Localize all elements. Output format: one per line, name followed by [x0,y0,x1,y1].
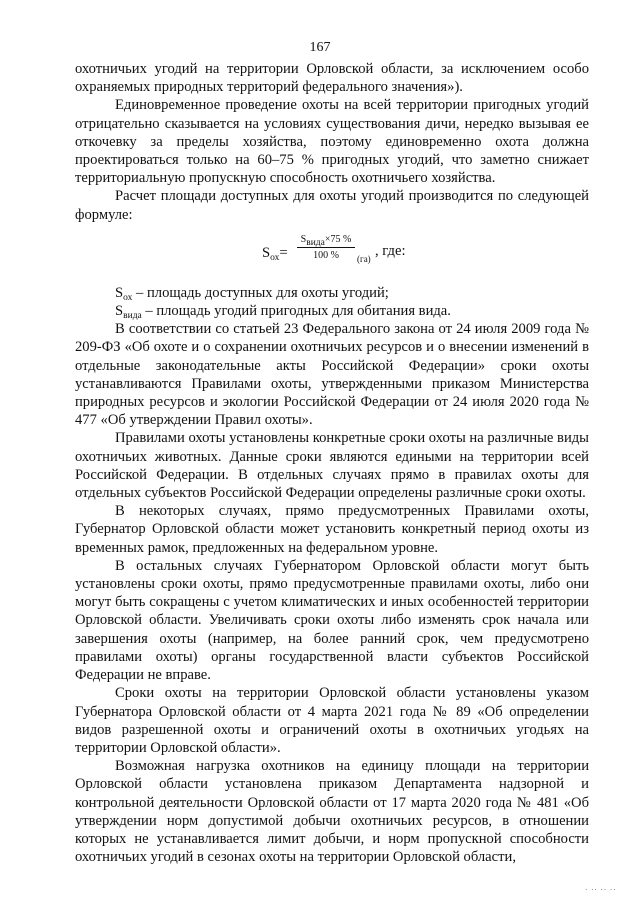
paragraph-calculation-intro: Расчет площади доступных для охоты угодий производится по следующей формуле: [75,188,589,223]
definition-s-ox: $S_{ох}$ – площадь доступных для охоты угодий; [115,284,389,303]
paragraph-continuation: охотничьих угодий на территории Орловской области, за исключением особо охраняемых природных территорий федерального значения»). [75,61,589,96]
definition-s-vida: $S_{вида}$ – площадь угодий пригодных для обитания вида. [115,303,451,322]
paragraph-other-cases: В остальных случаях Губернатором Орловской области могут быть установлены сроки охоты, прямо предусмотренные правилами охоты, либо они могут быть сокращены с учетом климатических и иных особенностей территории Орловской области. Увеличивать сроки охоты либо изменять срок начала или завершения охоты (например, на более ранний срок, чем предусмотрено правилами охоты) органы государственной власти субъектов Российской Федерации не вправе. [75,557,589,684]
paragraph-simultaneous-hunting: Единовременное проведение охоты на всей территории пригодных угодий отрицательно сказывается на условиях существования дичи, нередко вызывая ее откочевку за пределы хозяйства, поэтому единовременно охота должна проектироваться только на 60–75 % пригодных угодий, что заметно снижает территориальную пропускную способность охотничьего хозяйства. [75,97,589,187]
formula-fraction [297,234,355,262]
paragraph-decree: Сроки охоты на территории Орловской области установлены указом Губернатора Орловской области от 4 марта 2021 года № 89 «Об определении видов разрешенной охоты и ограничений охоты в охотничьих угодьях на территории Орловской области». [75,685,589,756]
paragraph-hunting-rules: Правилами охоты установлены конкретные сроки охоты на различные виды охотничьих животных. Данные сроки являются едиными на территории всей Российской Федерации. В отдельных случаях прямо в правилах охоты для отдельных субъектов Российской Федерации определены различные сроки охоты. [75,430,589,502]
formula-lhs: $S_{ох}=$ [262,244,288,263]
paragraph-federal-law: В соответствии со статьей 23 Федерального закона от 24 июля 2009 года № 209-ФЗ «Об охоте и о сохранении охотничьих ресурсов и о внесении изменений в отдельные законодательные акты Российской Федерации» сроки охоты устанавливаются Правилами охоты, утвержденными приказом Министерства природных ресурсов и экологии Российской Федерации от 24 июля 2020 года № 477 «Об утверждении Правил охоты». [75,321,589,429]
page-body [75,60,589,866]
formula-numerator: $S_{вида}\times 75$ % [297,234,355,248]
footer-marks: · ·· ·· ·· [585,886,617,894]
paragraph-governor-period: В некоторых случаях, прямо предусмотренных Правилами охоты, Губернатор Орловской области может установить конкретный период охоты из временных рамок, предложенных на федеральном уровне. [75,503,589,556]
formula-tail: , где: [375,242,406,259]
page-number: 167 [309,40,331,55]
formula-denominator: 100 % [313,249,339,261]
area-formula [75,230,589,280]
formula-unit: (га) [357,253,371,264]
paragraph-load-norms: Возможная нагрузка охотников на единицу площади на территории Орловской области установлена приказом Департамента надзорной и контрольной деятельности Орловской области от 17 марта 2020 года № 481 «Об утверждении норм допустимой добычи охотничьих ресурсов, в отношении которых не устанавливается лимит добычи, и норм пропускной способности охотничьих угодий в сезонах охоты на территории Орловской области, [75,758,589,866]
